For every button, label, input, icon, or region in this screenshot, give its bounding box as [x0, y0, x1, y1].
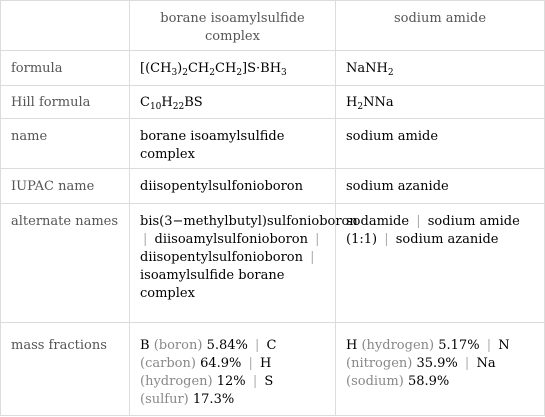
- header-col-sodium-amide: sodium amide: [336, 1, 545, 51]
- formula-subscript: 22: [172, 102, 185, 112]
- formula-text: [(CH: [140, 61, 172, 76]
- formula-text: NNa: [363, 95, 394, 110]
- alt-names-sodium-amide: [336, 204, 545, 323]
- element-symbol: B: [140, 338, 150, 353]
- separator: |: [255, 338, 260, 353]
- hill-formula-borane: [130, 86, 336, 119]
- mass-fraction-value: 17.3%: [192, 392, 235, 407]
- table-row: [1, 51, 545, 86]
- element-name: (nitrogen): [346, 356, 413, 371]
- mass-fraction-value: 12%: [216, 374, 246, 389]
- hill-formula-sodium-amide: [336, 86, 545, 119]
- element-name: (carbon): [140, 356, 196, 371]
- alternate-name: sodium amide (1:1): [346, 214, 520, 247]
- formula-borane: [130, 51, 336, 86]
- formula-text: ]S·BH: [242, 61, 282, 76]
- separator: |: [143, 232, 148, 247]
- formula-text: CH: [187, 61, 210, 76]
- formula-text: BS: [184, 95, 203, 110]
- element-name: (sodium): [346, 374, 404, 389]
- element-symbol: H: [260, 356, 272, 371]
- element-name: (sulfur): [140, 392, 189, 407]
- element-name: (hydrogen): [140, 374, 213, 389]
- element-name: (boron): [153, 338, 203, 353]
- alternate-name: sodium azanide: [395, 232, 499, 247]
- element-symbol: S: [264, 374, 274, 389]
- formula-text: H: [346, 95, 358, 110]
- formula-subscript: 10: [149, 102, 162, 112]
- header-col-borane: borane isoamylsulfide complex: [130, 1, 336, 51]
- row-label-alternate-names: alternate names: [1, 204, 130, 323]
- table-row: [1, 119, 545, 169]
- name-borane: borane isoamylsulfide complex: [130, 119, 336, 169]
- table-row: [1, 323, 545, 416]
- formula-parts: [140, 61, 287, 76]
- mass-fractions-borane: [130, 323, 336, 416]
- table-row: [1, 169, 545, 204]
- mass-fractions-sodium-amide: [336, 323, 545, 416]
- header-row: [1, 1, 545, 51]
- mass-fraction-value: 5.84%: [206, 338, 248, 353]
- formula-subscript: 2: [209, 68, 216, 78]
- separator: |: [464, 356, 470, 371]
- separator: |: [310, 250, 315, 265]
- row-label-name: name: [1, 119, 130, 169]
- iupac-sodium-amide: sodium azanide: [336, 169, 545, 204]
- header-empty-cell: [1, 1, 130, 51]
- row-label-formula: formula: [1, 51, 130, 86]
- formula-text: NaNH: [346, 61, 388, 76]
- element-name: (hydrogen): [361, 338, 435, 353]
- separator: |: [416, 214, 421, 229]
- formula-subscript: 2: [357, 102, 364, 112]
- row-label-hill-formula: Hill formula: [1, 86, 130, 119]
- formula-parts: [346, 61, 394, 76]
- separator: |: [252, 374, 258, 389]
- formula-parts: [140, 95, 203, 110]
- mass-fraction-value: 5.17%: [438, 338, 480, 353]
- row-label-mass-fractions: mass fractions: [1, 323, 130, 416]
- table-row: [1, 204, 545, 323]
- alternate-name: diisopentylsulfonioboron: [140, 250, 304, 265]
- element-symbol: H: [346, 338, 358, 353]
- formula-subscript: 2: [387, 68, 394, 78]
- formula-subscript: 2: [182, 68, 188, 78]
- element-symbol: N: [498, 338, 510, 353]
- mass-fraction-value: 35.9%: [416, 356, 458, 371]
- element-symbol: C: [266, 338, 277, 353]
- separator: |: [486, 338, 492, 353]
- alternate-name: isoamylsulfide borane complex: [140, 268, 285, 301]
- alternate-name: bis(3−methylbutyl)sulfonioboron: [140, 214, 358, 229]
- formula-subscript: 3: [281, 68, 287, 78]
- formula-text: H: [161, 95, 173, 110]
- formula-subscript: 3: [171, 68, 178, 78]
- separator: |: [384, 232, 389, 247]
- formula-subscript: 2: [236, 68, 243, 78]
- mass-fraction-value: 58.9%: [407, 374, 450, 389]
- separator: |: [248, 356, 253, 371]
- alt-names-borane: [130, 204, 358, 323]
- separator: |: [315, 232, 320, 247]
- formula-text: ): [177, 61, 183, 76]
- element-symbol: Na: [476, 356, 496, 371]
- alternate-name: diisoamylsulfonioboron: [154, 232, 309, 247]
- formula-parts: [346, 95, 394, 110]
- formula-text: CH: [215, 61, 237, 76]
- alternate-name: sodamide: [346, 214, 410, 229]
- formula-text: C: [140, 95, 150, 110]
- row-label-iupac: IUPAC name: [1, 169, 130, 204]
- table-row: [1, 86, 545, 119]
- mass-fraction-value: 64.9%: [200, 356, 242, 371]
- iupac-borane: diisopentylsulfonioboron: [130, 169, 336, 204]
- formula-sodium-amide: [336, 51, 545, 86]
- name-sodium-amide: sodium amide: [336, 119, 545, 169]
